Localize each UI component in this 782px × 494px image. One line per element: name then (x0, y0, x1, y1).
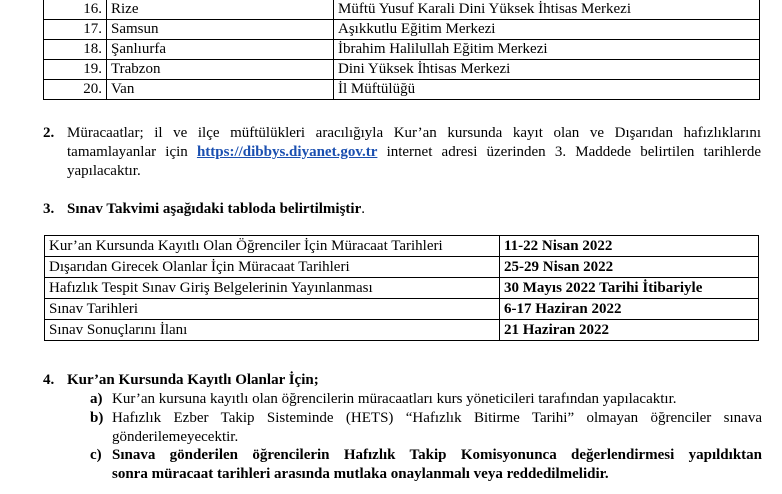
section-3-period: . (361, 201, 365, 217)
schedule-date: 11-22 Nisan 2022 (500, 236, 759, 257)
section-2-line-2 (43, 143, 761, 162)
section-2-text: internet adresi üzerinden 3. Maddede belirtilen tarihlerde (377, 144, 761, 160)
row-number: 20. (44, 80, 107, 100)
table-row (44, 0, 760, 20)
institutions-table (43, 0, 760, 100)
section-2-line-3: yapılacaktır. (67, 163, 141, 179)
schedule-label: Kur’an Kursunda Kayıtlı Olan Öğrenciler İçin Müracaat Tarihleri (45, 236, 500, 257)
item-letter: b) (90, 410, 104, 426)
item-c (90, 446, 762, 484)
section-2-line-1 (43, 124, 761, 143)
table-row (44, 80, 760, 100)
table-row (45, 257, 759, 278)
item-b-text: Hafızlık Ezber Takip Sisteminde (HETS) “Hafızlık Bitirme Tarihi” olmayan öğrenciler sınava (112, 410, 762, 426)
table-row (44, 20, 760, 40)
section-2-text: Müracaatlar; il ve ilçe müftülükleri aracılığıyla Kur’an kursunda kayıt olan ve Dışarıdan hafızlıklarını (67, 125, 761, 141)
center-cell: Dini Yüksek İhtisas Merkezi (334, 60, 760, 80)
section-number: 4. (43, 372, 55, 388)
schedule-date: 21 Haziran 2022 (500, 320, 759, 341)
schedule-label: Sınav Sonuçlarını İlanı (45, 320, 500, 341)
city-cell: Samsun (107, 20, 334, 40)
table-row (44, 60, 760, 80)
item-c-line-2: sonra müracaat tarihleri arasında mutlaka onaylanmalı veya reddedilmelidir. (112, 466, 609, 482)
item-a (90, 390, 762, 409)
schedule-label: Dışarıdan Girecek Olanlar İçin Müracaat Tarihleri (45, 257, 500, 278)
center-cell: Müftü Yusuf Karali Dini Yüksek İhtisas Merkezi (334, 0, 760, 20)
item-a-text: Kur’an kursuna kayıtlı olan öğrencilerin müracaatları kurs yöneticileri tarafından yapılacaktır. (112, 391, 677, 407)
section-4-title: Kur’an Kursunda Kayıtlı Olanlar İçin; (67, 372, 319, 388)
section-number: 3. (43, 201, 55, 217)
section-3-title: Sınav Takvimi aşağıdaki tabloda belirtilmiştir (67, 201, 362, 217)
section-2-text: tamamlayanlar için (67, 144, 197, 160)
schedule-label: Sınav Tarihleri (45, 299, 500, 320)
city-cell: Rize (107, 0, 334, 20)
exam-schedule-table (44, 235, 759, 341)
section-number: 2. (43, 125, 55, 141)
item-c-text: Sınava gönderilen öğrencilerin Hafızlık Takip Komisyonunca değerlendirmesi yapıldıktan (112, 447, 762, 463)
table-row (45, 299, 759, 320)
section-2 (43, 124, 761, 181)
section-3-heading (43, 200, 761, 219)
center-cell: İbrahim Halilullah Eğitim Merkezi (334, 40, 760, 60)
row-number: 18. (44, 40, 107, 60)
row-number: 19. (44, 60, 107, 80)
city-cell: Trabzon (107, 60, 334, 80)
item-b-line-2: gönderilemeyecektir. (112, 429, 239, 445)
item-letter: c) (90, 447, 102, 463)
city-cell: Şanlıurfa (107, 40, 334, 60)
section-4-heading (43, 371, 761, 390)
dibbys-link[interactable]: https://dibbys.diyanet.gov.tr (196, 144, 378, 160)
row-number: 16. (44, 0, 107, 20)
item-c-line-1 (90, 446, 762, 465)
table-row (45, 236, 759, 257)
schedule-date: 30 Mayıs 2022 Tarihi İtibariyle (500, 278, 759, 299)
row-number: 17. (44, 20, 107, 40)
table-row (44, 40, 760, 60)
schedule-label: Hafızlık Tespit Sınav Giriş Belgelerinin Yayınlanması (45, 278, 500, 299)
item-b-line-1 (90, 409, 762, 428)
table-row (45, 278, 759, 299)
item-b (90, 409, 762, 447)
center-cell: İl Müftülüğü (334, 80, 760, 100)
schedule-date: 6-17 Haziran 2022 (500, 299, 759, 320)
item-letter: a) (90, 391, 103, 407)
center-cell: Aşıkkutlu Eğitim Merkezi (334, 20, 760, 40)
schedule-date: 25-29 Nisan 2022 (500, 257, 759, 278)
city-cell: Van (107, 80, 334, 100)
table-row (45, 320, 759, 341)
